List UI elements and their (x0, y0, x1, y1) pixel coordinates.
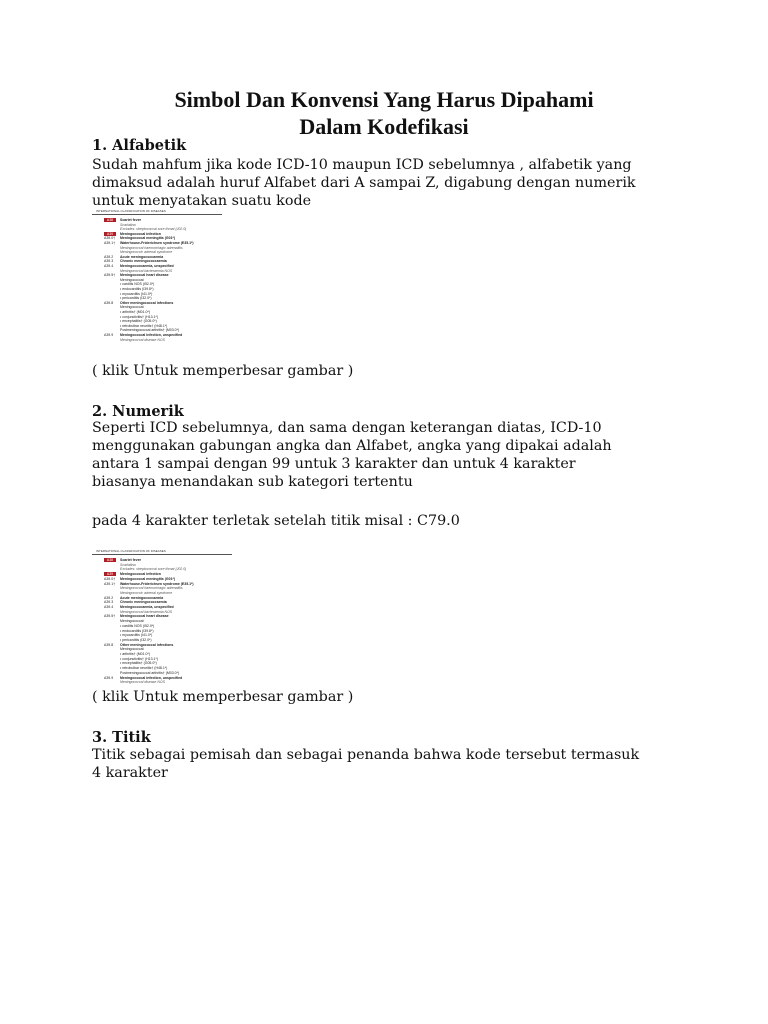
thumbnail-text: Meningococcal bacteraemia NOS (120, 609, 173, 614)
title-line-2: Dalam Kodefikasi (299, 114, 469, 139)
enlarge-image-caption-2[interactable]: ( klik Untuk memperbesar gambar ) (92, 689, 354, 705)
thumbnail-code: A39.1† (104, 241, 116, 245)
thumbnail-code: A39 (104, 232, 116, 236)
thumbnail-row (92, 338, 212, 343)
thumbnail-text: Meningococcal haemorrhagic adrenalitis (120, 245, 183, 250)
thumbnail-text: Scarlet fever (120, 558, 142, 562)
thumbnail-code: A39.2 (104, 254, 114, 259)
thumbnail-text: • pericarditis (I32.0*) (120, 296, 152, 301)
thumbnail-code: A39.8 (104, 642, 114, 647)
thumbnail-header-text: INTERNATIONAL CLASSIFICATION OF DISEASES (96, 550, 166, 553)
icd-thumbnail-image-2[interactable] (92, 550, 232, 690)
thumbnail-row (92, 680, 212, 685)
section-2-example: pada 4 karakter terletak setelah titik misal : C79.0 (92, 513, 460, 529)
thumbnail-text: • conjunctivitis† (H13.1*) (120, 656, 158, 661)
thumbnail-text: Scarlet fever (120, 218, 142, 222)
thumbnail-text: • conjunctivitis† (H13.1*) (120, 314, 158, 319)
thumbnail-text: Meningococcaemia, unspecified (120, 605, 174, 609)
title-line-1: Simbol Dan Konvensi Yang Harus Dipahami (174, 87, 594, 112)
thumbnail-text: Other meningococcal infections (120, 642, 174, 647)
thumbnail-text: Meningococcal infection (120, 231, 161, 236)
thumbnail-text: • pericarditis (I32.0*) (120, 637, 152, 642)
thumbnail-code: A39.8 (104, 300, 114, 305)
thumbnail-text: • arthritis† (M01.0*) (120, 310, 151, 314)
thumbnail-text: Meningococcaemia, unspecified (120, 264, 174, 268)
thumbnail-code: A39.1† (104, 581, 116, 586)
paragraph-line: Sudah mahfum jika kode ICD-10 maupun ICD sebelumnya , alfabetik yang (92, 157, 632, 173)
thumbnail-text: Chronic meningococcaemia (120, 600, 167, 605)
thumbnail-code: A39.9 (104, 675, 114, 680)
section-heading-alfabetik: 1. Alfabetik (92, 137, 187, 154)
thumbnail-header-text: INTERNATIONAL CLASSIFICATION OF DISEASES (96, 210, 166, 213)
paragraph-line: 4 karakter (92, 765, 168, 781)
thumbnail-text: Acute meningococcaemia (120, 254, 164, 259)
paragraph-line: menggunakan gabungan angka dan Alfabet, angka yang dipakai adalah (92, 438, 612, 454)
thumbnail-text: • endocarditis (I39.8*) (120, 628, 154, 633)
paragraph-line: biasanya menandakan sub kategori tertentu (92, 474, 413, 490)
thumbnail-code: A39.5† (104, 273, 116, 278)
section-3-paragraph (92, 746, 692, 782)
thumbnail-code: A39.5† (104, 614, 116, 619)
thumbnail-code: A39.0† (104, 576, 116, 581)
section-heading-numerik: 2. Numerik (92, 403, 184, 420)
thumbnail-code: A39.2 (104, 595, 114, 600)
thumbnail-code: A39.3 (104, 259, 114, 264)
thumbnail-text: • myocarditis (I41.0*) (120, 291, 153, 296)
thumbnail-code: A39.4 (104, 605, 114, 609)
thumbnail-text: Meningococcal: (120, 647, 145, 652)
icd-thumbnail-image-1[interactable] (92, 210, 222, 345)
thumbnail-text: Acute meningococcaemia (120, 595, 164, 600)
thumbnail-text: • myocarditis (I41.0*) (120, 633, 153, 638)
thumbnail-text: Meningococcal bacteraemia NOS (120, 268, 173, 273)
thumbnail-text: Meningococcal infection (120, 572, 161, 577)
thumbnail-text: Scarlatina (120, 222, 136, 227)
thumbnail-text: Meningococcic adrenal syndrome (120, 250, 173, 255)
thumbnail-text: Waterhouse-Friderichsen syndrome (E35.1*) (120, 581, 194, 586)
thumbnail-text: • endocarditis (I39.8*) (120, 287, 154, 291)
thumbnail-text: • carditis NOS (I52.0*) (120, 623, 155, 628)
thumbnail-header (92, 550, 232, 555)
thumbnail-text: • encephalitis† (G05.0*) (120, 661, 157, 666)
thumbnail-text: Excludes: streptococcal sore throat (J02.0) (120, 227, 187, 232)
thumbnail-text: Waterhouse-Friderichsen syndrome (E35.1*) (120, 241, 194, 245)
thumbnail-text: Chronic meningococcaemia (120, 259, 167, 264)
paragraph-line: dimaksud adalah huruf Alfabet dari A sampai Z, digabung dengan numerik (92, 175, 636, 191)
thumbnail-text: Meningococcal heart disease (120, 614, 169, 619)
thumbnail-text: Meningococcal infection, unspecified (120, 675, 183, 680)
thumbnail-text: • arthritis† (M01.0*) (120, 652, 151, 656)
thumbnail-text: Meningococcal haemorrhagic adrenalitis (120, 586, 183, 591)
thumbnail-code: A39.9 (104, 333, 114, 337)
thumbnail-text: Postmeningococcal arthritis† (M03.0*) (120, 328, 180, 333)
enlarge-image-caption-1[interactable]: ( klik Untuk memperbesar gambar ) (92, 363, 354, 379)
thumbnail-text: Meningococcic adrenal syndrome (120, 590, 173, 595)
thumbnail-code: A39.4 (104, 264, 114, 268)
paragraph-line: Seperti ICD sebelumnya, dan sama dengan keterangan diatas, ICD-10 (92, 420, 602, 436)
thumbnail-code: A39.3 (104, 600, 114, 605)
thumbnail-text: Meningococcal infection, unspecified (120, 333, 183, 337)
section-heading-titik: 3. Titik (92, 729, 151, 746)
thumbnail-code: A38 (104, 218, 116, 222)
thumbnail-code: A39.0† (104, 236, 116, 241)
thumbnail-text: Meningococcal meningitis (G01*) (120, 236, 176, 241)
thumbnail-text: Postmeningococcal arthritis† (M03.0*) (120, 670, 180, 675)
thumbnail-text: Meningococcal: (120, 619, 145, 624)
thumbnail-text: Meningococcal: (120, 305, 145, 310)
section-1-paragraph (92, 156, 692, 210)
paragraph-line: antara 1 sampai dengan 99 untuk 3 karakter dan untuk 4 karakter (92, 456, 576, 472)
thumbnail-text: Meningococcal disease NOS (120, 337, 165, 342)
thumbnail-text: Meningococcal disease NOS (120, 680, 165, 685)
thumbnail-text: Meningococcal: (120, 277, 145, 282)
thumbnail-text: Meningococcal heart disease (120, 273, 169, 278)
thumbnail-text: Other meningococcal infections (120, 300, 174, 305)
thumbnail-text: Excludes: streptococcal sore throat (J02.0) (120, 567, 187, 572)
page-title (60, 86, 708, 140)
thumbnail-code: A39 (104, 572, 116, 576)
section-2-paragraph (92, 419, 692, 491)
thumbnail-text: • retrobulbar neuritis† (H48.1*) (120, 666, 168, 671)
paragraph-line: Titik sebagai pemisah dan sebagai penanda bahwa kode tersebut termasuk (92, 747, 640, 763)
thumbnail-header (92, 210, 222, 215)
thumbnail-text: Scarlatina (120, 562, 136, 567)
thumbnail-text: Meningococcal meningitis (G01*) (120, 576, 176, 581)
thumbnail-code: A38 (104, 558, 116, 562)
thumbnail-text: • carditis NOS (I52.0*) (120, 282, 155, 287)
paragraph-line: untuk menyatakan suatu kode (92, 193, 312, 209)
thumbnail-text: • retrobulbar neuritis† (H48.1*) (120, 323, 168, 328)
thumbnail-text: • encephalitis† (G05.0*) (120, 319, 157, 324)
